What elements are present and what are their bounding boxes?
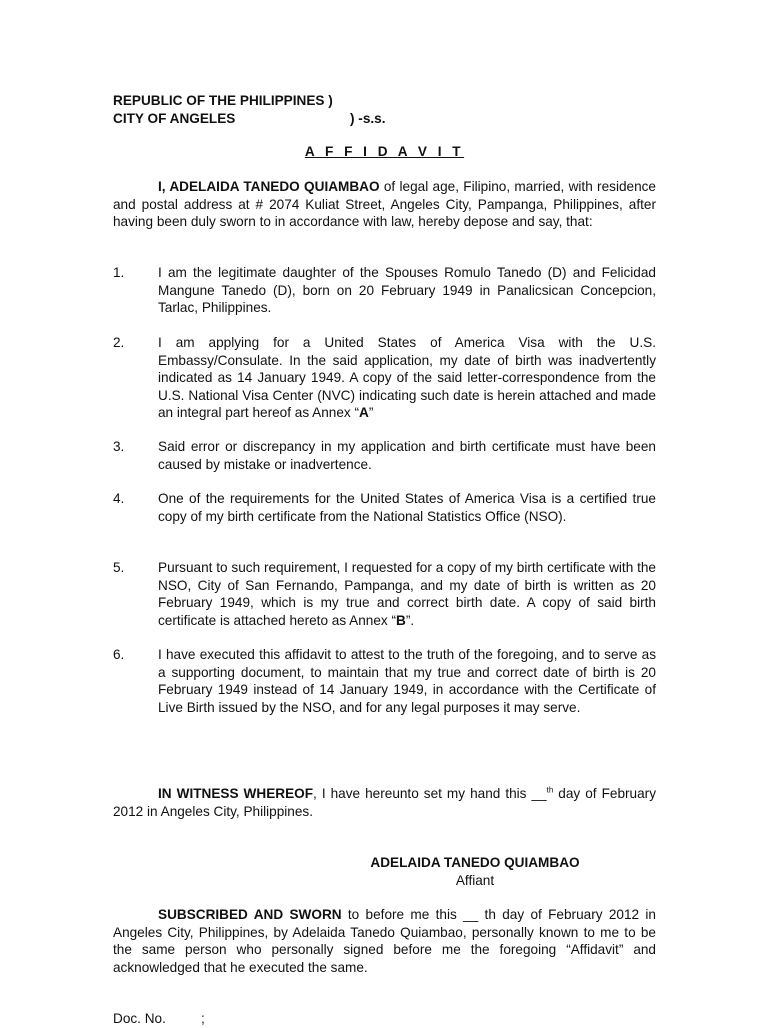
witness-lead: IN WITNESS WHEREOF <box>158 786 314 801</box>
venue-city: CITY OF ANGELES <box>113 110 236 126</box>
venue-ss: ) -s.s. <box>350 110 386 126</box>
affiant-signature-name: ADELAIDA TANEDO QUIAMBAO <box>370 855 580 870</box>
venue-republic: REPUBLIC OF THE PHILIPPINES ) <box>113 93 333 108</box>
item-text <box>158 559 656 629</box>
venue-header <box>113 92 656 127</box>
list-item <box>113 490 656 525</box>
witness-paragraph <box>113 785 656 820</box>
doc-no-label: Doc. No. <box>113 1011 166 1026</box>
list-item <box>113 334 656 422</box>
list-item <box>113 646 656 716</box>
item-number: 5. <box>113 560 125 575</box>
witness-text: , I have hereunto set my hand this __ <box>313 786 547 801</box>
annex-quote: ” <box>368 405 374 421</box>
doc-number-line <box>113 1010 656 1028</box>
venue-city-row <box>113 110 656 128</box>
item-text-body: I am applying for a United States of America Visa with the U.S. Embassy/Consulate. In the said application, my date of birth was inadvertently indicated as 14 January 1949. A copy of the said letter-correspondence from the U.S. National Visa Center (NVC) indicating such date is herein attached and made an integral part hereof as Annex “ <box>158 335 656 421</box>
item-text: I am the legitimate daughter of the Spouses Romulo Tanedo (D) and Felicidad Mangune Tanedo (D), born on 20 February 1949 in Panalicsican Concepcion, Tarlac, Philippines. <box>158 265 656 316</box>
intro-text: of legal age, Filipino, married, with residence and postal address at # 2074 Kuliat Street, Angeles City, Pampanga, Philippines, after having been duly sworn to in accordance with law, hereby depose and say, that: <box>113 179 656 230</box>
item-text: One of the requirements for the United States of America Visa is a certified true copy of my birth certificate from the National Statistics Office (NSO). <box>158 491 656 524</box>
jurat-text: to before me this __ th day of February 2012 in Angeles City, Philippines, by Adelaida Tanedo Quiambao, personally known to me to be the same person who personally signed before me the foregoing “Affidavit” and acknowledged that he executed the same. <box>113 907 656 975</box>
doc-no-value: ; <box>201 1011 205 1026</box>
jurat-paragraph <box>113 906 656 976</box>
item-text <box>158 334 656 422</box>
item-number: 3. <box>113 439 125 454</box>
witness-text-end: day of February 2012 in Angeles City, Philippines. <box>113 786 656 819</box>
list-item <box>113 264 656 317</box>
affiant-name-intro: I, ADELAIDA TANEDO QUIAMBAO <box>158 179 380 194</box>
document-title: A F F I D A V I T <box>304 144 465 159</box>
item-number: 2. <box>113 335 125 350</box>
item-number: 1. <box>113 265 125 280</box>
list-item <box>113 438 656 473</box>
intro-paragraph <box>113 178 656 231</box>
item-number: 4. <box>113 491 125 506</box>
witness-superscript: th <box>546 785 554 795</box>
jurat-lead: SUBSCRIBED AND SWORN <box>158 907 342 922</box>
item-text: I have executed this affidavit to attest to the truth of the foregoing, and to serve as a supporting document, to maintain that my true and correct date of birth is 20 February 1949 instead of 14 January 1949, in accordance with the Certificate of Live Birth issued by the NSO, and for any legal purposes it may serve. <box>158 647 656 715</box>
item-text-body: Pursuant to such requirement, I requested for a copy of my birth certificate with the NSO, City of San Fernando, Pampanga, and my date of birth is written as 20 February 1949, which is my true and correct birth date. A copy of said birth certificate is attached hereto as Annex “ <box>158 560 656 628</box>
annex-quote: ”. <box>405 612 415 628</box>
item-number: 6. <box>113 647 125 662</box>
annex-label: A <box>359 405 369 421</box>
list-item <box>113 559 656 629</box>
annex-label: B <box>396 612 406 628</box>
affiant-role: Affiant <box>455 873 495 888</box>
item-text: Said error or discrepancy in my application and birth certificate must have been caused by mistake or inadvertence. <box>158 439 656 472</box>
